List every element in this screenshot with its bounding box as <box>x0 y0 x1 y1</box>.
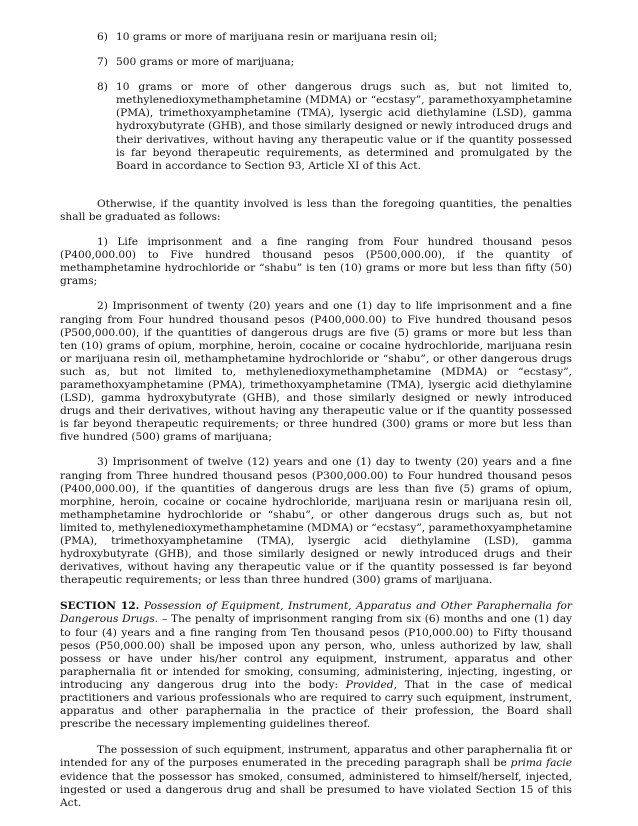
section-12-body-a: – The penalty of imprisonment ranging from six (6) months and one (1) day to four (4) years and a fine ranging from Ten thousand pesos (P10,000.00) to Fifty thousand pesos (P50,000.00) shall be imposed upon any person, who, unless authorized by law, shall possess or have under his/her control any equipment, instrument, apparatus and other paraphernalia fit or intended for smoking, consuming, administering, injecting, ingesting, or introducing any dangerous drug into the body: <box>60 613 573 691</box>
paragraph-otherwise: Otherwise, if the quantity involved is less than the foregoing quantities, the penalties shall be graduated as follows: <box>60 197 572 223</box>
prima-facie: prima facie <box>510 757 572 770</box>
list-item <box>60 81 572 173</box>
possession-paragraph <box>60 744 572 809</box>
document-page <box>60 0 572 810</box>
possession-before: The possession of such equipment, instrument, apparatus and other paraphernalia fit or intended for any of the purposes enumerated in the preceding paragraph shall be <box>60 744 572 770</box>
list-item-number: 7) <box>97 56 108 69</box>
penalty-2: 2) Imprisonment of twenty (20) years and one (1) day to life imprisonment and a fine ranging from Four hundred thousand pesos (P400,000.00) to Five hundred thousand pesos (P500,000.00), if the quantities of dangerous drugs are five (5) grams or more but less than ten (10) grams of opium, morphine, heroin, cocaine or cocaine hydrochloride, marijuana resin or marijuana resin oil, methamphetamine hydrochloride or “shabu”, or other dangerous drugs such as, but not limited to, methylenedioxymethamphetamine (MDMA) or “ecstasy”, paramethoxyamphetamine (PMA), trimethoxyamphetamine (TMA), lysergic acid diethylamine (LSD), gamma hydroxybutyrate (GHB), and those similarly designed or newly introduced drugs and their derivatives, without having any therapeutic value or if the quantity possessed is far beyond therapeutic requirements; or three hundred (300) grams or more but less than five hundred (500) grams of marijuana; <box>60 300 572 444</box>
penalty-1: 1) Life imprisonment and a fine ranging from Four hundred thousand pesos (P400,000.00) to Five hundred thousand pesos (P500,000.00), if the quantity of methamphetamine hydrochloride or “shabu” is ten (10) grams or more but less than fifty (50) grams; <box>60 236 572 288</box>
section-12-provided: Provided <box>345 678 394 691</box>
list-item-text: 10 grams or more of marijuana resin or marijuana resin oil; <box>116 31 438 43</box>
list-item <box>60 31 572 44</box>
section-12-body-b: , That in the case of medical practitioners and various professionals who are required to carry such equipment, instrument, apparatus and other paraphernalia in the practice of their profession, the Board shall prescribe the necessary implementing guidelines thereof. <box>60 678 572 731</box>
possession-after: evidence that the possessor has smoked, consumed, administered to himself/herself, injected, ingested or used a dangerous drug and shall be presumed to have violated Section 15 of this Act. <box>60 770 572 809</box>
section-12-label: SECTION 12. <box>60 600 140 613</box>
penalty-3: 3) Imprisonment of twelve (12) years and one (1) day to twenty (20) years and a fine ranging from Three hundred thousand pesos (P300,000.00) to Four hundred thousand pesos (P400,000.00), if the quantities of dangerous drugs are less than five (5) grams of opium, morphine, heroin, cocaine or cocaine hydrochloride, marijuana resin or marijuana resin oil, methamphetamine hydrochloride or “shabu”, or other dangerous drugs such as, but not limited to, methylenedioxymethamphetamine (MDMA) or “ecstasy”, paramethoxyamphetamine (PMA), trimethoxyamphetamine (TMA), lysergic acid diethylamine (LSD), gamma hydroxybutyrate (GHB), and those similarly designed or newly introduced drugs and their derivatives, without having any therapeutic value or if the quantity possessed is far beyond therapeutic requirements; or less than three hundred (300) grams of marijuana. <box>60 456 573 587</box>
list-item-number: 8) <box>97 81 108 94</box>
list-item-text: 500 grams or more of marijuana; <box>116 56 295 69</box>
section-12 <box>60 600 572 731</box>
section-12-title: Possession of Equipment, Instrument, Apparatus and Other Paraphernalia for Dangerous Drugs. <box>60 600 572 626</box>
list-item <box>60 56 572 69</box>
list-item-text: 10 grams or more of other dangerous drugs such as, but not limited to, methylenedioxymethamphetamine (MDMA) or “ecstasy”, paramethoxyamphetamine (PMA), trimethoxyamphetamine (TMA), lysergic acid diethylamine (LSD), gamma hydroxybutyrate (GHB), and those similarly designed or newly introduced drugs and their derivatives, without having any therapeutic value or if the quantity possessed is far beyond therapeutic requirements, as determined and promulgated by the Board in accordance to Section 93, Article XI of this Act. <box>116 81 572 172</box>
quantity-list <box>60 31 572 173</box>
list-item-number: 6) <box>97 31 108 43</box>
